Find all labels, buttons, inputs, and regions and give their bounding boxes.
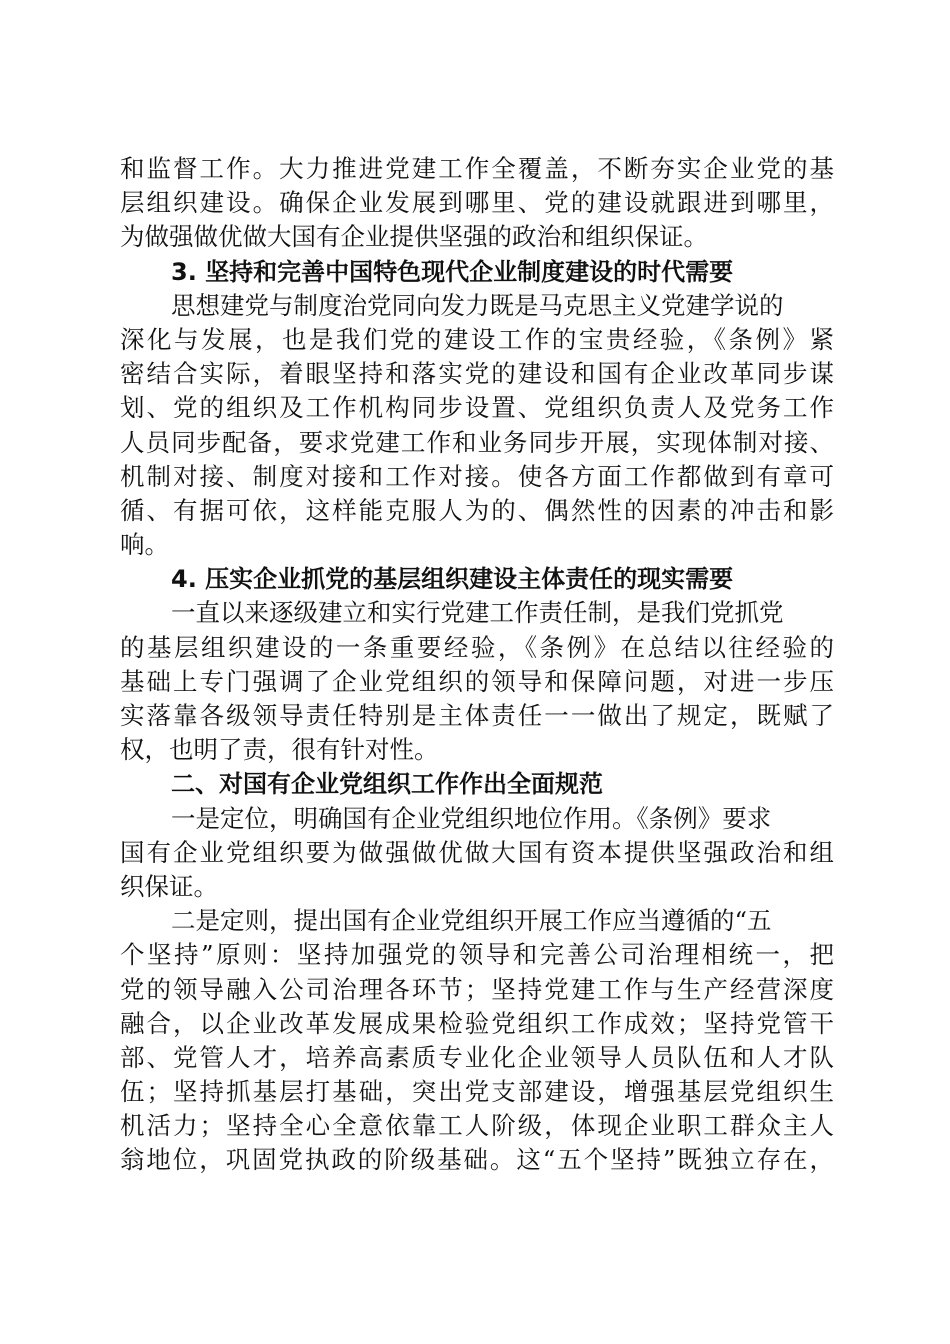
text-line: 部、党管人才，培养高素质专业化企业领导人员队伍和人才队	[120, 1042, 834, 1072]
document-page	[120, 152, 834, 1178]
text-line: 机活力；坚持全心全意依靠工人阶级，体现企业职工群众主人	[120, 1111, 834, 1141]
text-line: 织保证。	[120, 871, 218, 901]
text-line: 层组织建设。确保企业发展到哪里、党的建设就跟进到哪里，	[120, 188, 834, 218]
paragraph-first-line: 思想建党与制度治党同向发力既是马克思主义党建学说的	[171, 290, 784, 320]
text-line: 的基层组织建设的一条重要经验，《条例》在总结以往经验的	[120, 632, 834, 662]
text-line: 密结合实际，着眼坚持和落实党的建设和国有企业改革同步谋	[120, 359, 834, 389]
paragraph-first-line: 二是定则，提出国有企业党组织开展工作应当遵循的“五	[171, 906, 772, 936]
text-line: 权，也明了责，很有针对性。	[120, 735, 439, 765]
text-line: 循、有据可依，这样能克服人为的、偶然性的因素的冲击和影	[120, 495, 834, 525]
subheading-4: 4. 压实企业抓党的基层组织建设主体责任的现实需要	[171, 565, 734, 594]
paragraph-first-line: 一是定位，明确国有企业党组织地位作用。《条例》要求	[171, 803, 772, 833]
text-line: 响。	[120, 530, 169, 560]
text-line: 为做强做优做大国有企业提供坚强的政治和组织保证。	[120, 222, 708, 252]
subheading-3: 3. 坚持和完善中国特色现代企业制度建设的时代需要	[171, 257, 734, 286]
text-line: 和监督工作。大力推进党建工作全覆盖，不断夯实企业党的基	[120, 154, 834, 183]
text-line: 实落靠各级领导责任特别是主体责任一一做出了规定，既赋了	[120, 701, 834, 730]
text-line: 机制对接、制度对接和工作对接。使各方面工作都做到有章可	[120, 461, 834, 491]
text-line: 翁地位，巩固党执政的阶级基础。这“五个坚持”既独立存在，	[120, 1145, 834, 1175]
text-line: 划、党的组织及工作机构同步设置、党组织负责人及党务工作	[120, 393, 834, 423]
text-line: 个坚持”原则：坚持加强党的领导和完善公司治理相统一，把	[120, 940, 834, 970]
text-line: 深化与发展，也是我们党的建设工作的宝贵经验，《条例》紧	[120, 324, 834, 354]
text-line: 党的领导融入公司治理各环节；坚持党建工作与生产经营深度	[120, 974, 834, 1004]
text-line: 人员同步配备，要求党建工作和业务同步开展，实现体制对接、	[120, 427, 834, 457]
text-line: 伍；坚持抓基层打基础，突出党支部建设，增强基层党组织生	[120, 1077, 834, 1107]
text-line: 基础上专门强调了企业党组织的领导和保障问题，对进一步压	[120, 666, 834, 696]
section-heading-2: 二、对国有企业党组织工作作出全面规范	[171, 770, 603, 799]
text-line: 融合，以企业改革发展成果检验党组织工作成效；坚持党管干	[120, 1008, 834, 1038]
text-line: 国有企业党组织要为做强做优做大国有资本提供坚强政治和组	[120, 837, 834, 867]
paragraph-first-line: 一直以来逐级建立和实行党建工作责任制，是我们党抓党	[171, 598, 784, 628]
